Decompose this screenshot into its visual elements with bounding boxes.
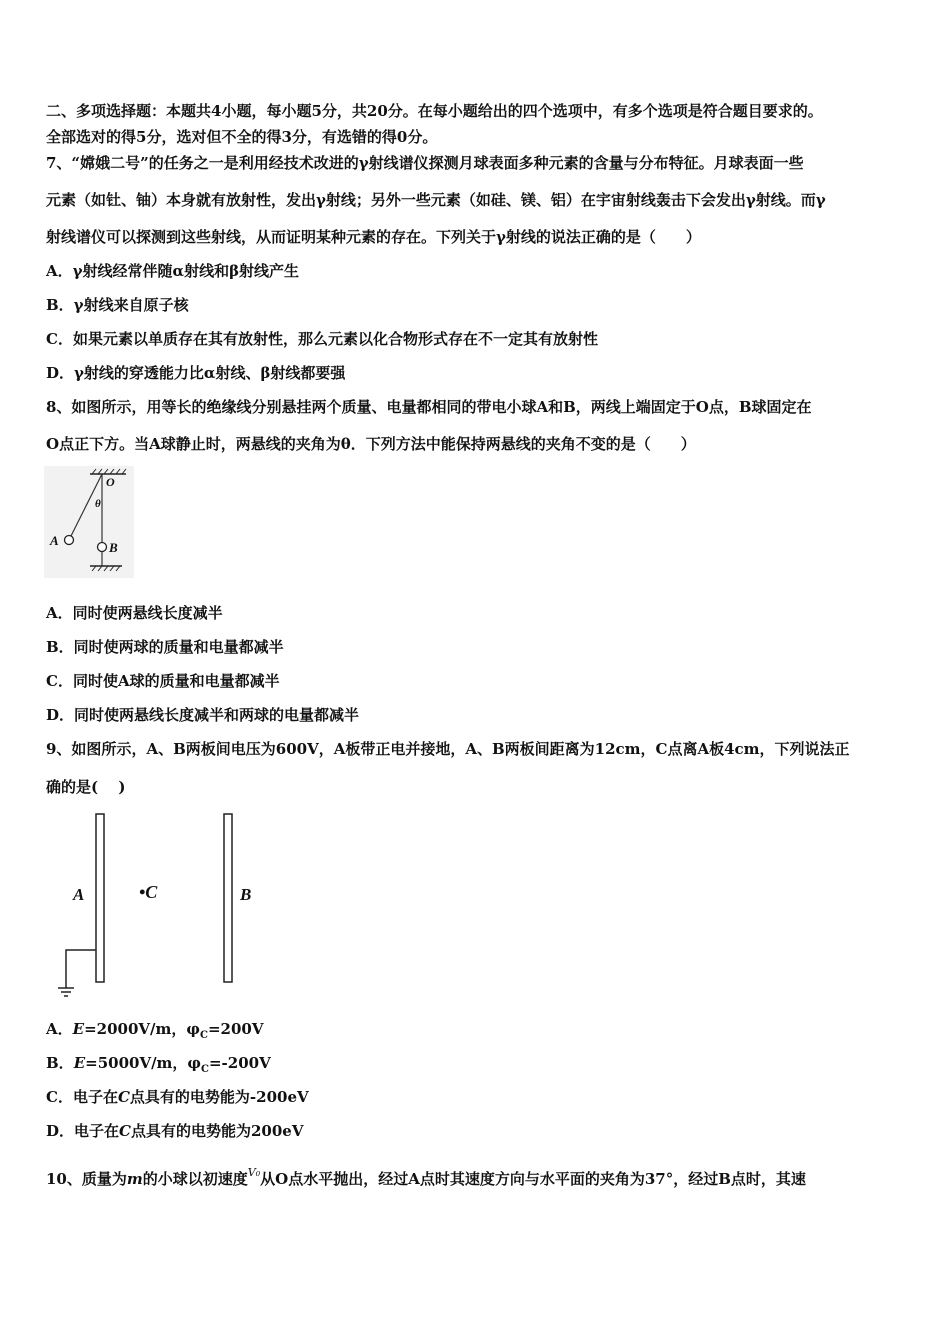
q7-stem-line-1: 7、“嫦娥二号”的任务之一是利用经技术改进的γ射线谱仪探测月球表面多种元素的含量与分布特征。月球表面一些 (46, 154, 804, 172)
q8-pendulum-figure (44, 466, 134, 578)
label-plate-b: B (240, 885, 252, 904)
option-d-prefix: D．电子在 (46, 1122, 120, 1140)
q7-stem-line-2: 元素（如钍、铀）本身就有放射性，发出γ射线；另外一些元素（如硅、镁、铝）在宇宙射线轰击下会发出γ射线。而γ (46, 191, 826, 209)
section-title-line-2: 全部选对的得5分，选对但不全的得3分，有选错的得0分。 (46, 128, 438, 146)
q9-capacitor-figure (44, 810, 274, 1006)
option-d-symbol-c: C (119, 1122, 131, 1140)
option-b-potential: =-200V (208, 1054, 271, 1072)
q7-option-a[interactable]: A．γ射线经常伴随α射线和β射线产生 (46, 262, 300, 280)
option-a-prefix: A． (46, 1020, 73, 1038)
q8-option-b[interactable]: B．同时使两球的质量和电量都减半 (46, 638, 284, 656)
q10-symbol-m: m (126, 1170, 143, 1188)
option-c-symbol-c: C (117, 1088, 130, 1106)
option-a-potential: =200V (207, 1020, 264, 1038)
label-a: A (50, 533, 59, 548)
option-b-symbol-e: E (73, 1054, 86, 1072)
option-b-prefix: B． (46, 1054, 74, 1072)
label-point-c: •C (139, 882, 158, 902)
ball-b (98, 543, 107, 552)
q10-symbol-v0: V₀ (247, 1166, 261, 1179)
q8-stem-line-2: O点正下方。当A球静止时，两悬线的夹角为θ．下列方法中能保持两悬线的夹角不变的是（ ） (46, 435, 696, 453)
option-c-prefix: C．电子在 (46, 1088, 118, 1106)
option-a-symbol-e: E (72, 1020, 85, 1038)
option-d-text: 点具有的电势能为200eV (130, 1122, 304, 1140)
option-a-subscript: C (199, 1030, 208, 1041)
q9-option-a[interactable] (46, 1019, 263, 1046)
section-title-line-1: 二、多项选择题：本题共4小题，每小题5分，共20分。在每小题给出的四个选项中，有多个选项是符合题目要求的。 (46, 102, 823, 120)
option-c-text: 点具有的电势能为-200eV (129, 1088, 309, 1106)
q9-option-d[interactable] (46, 1121, 303, 1141)
q10-prefix: 10、质量为 (46, 1170, 127, 1188)
q9-option-c[interactable] (46, 1087, 309, 1107)
q8-option-a[interactable]: A．同时使两悬线长度减半 (46, 604, 223, 622)
q9-stem-line-1: 9、如图所示，A、B两板间电压为600V，A板带正电并接地，A、B两板间距离为12cm，C点离A板4cm，下列说法正 (46, 740, 850, 758)
q10-end: 从O点水平抛出，经过A点时其速度方向与水平面的夹角为37°，经过B点时，其速 (260, 1170, 806, 1188)
q10-stem-line-1 (46, 1166, 806, 1191)
option-b-subscript: C (201, 1064, 209, 1075)
option-b-value: =5000V/m，φ (85, 1054, 202, 1072)
q7-stem-line-3: 射线谱仪可以探测到这些射线，从而证明某种元素的存在。下列关于γ射线的说法正确的是（ ） (46, 228, 701, 246)
label-o: O (106, 475, 115, 489)
ground-icon (58, 988, 74, 996)
q10-mid: 的小球以初速度 (142, 1170, 248, 1188)
q8-option-c[interactable]: C．同时使A球的质量和电量都减半 (46, 672, 280, 690)
plate-b (224, 814, 232, 982)
figure-background (44, 466, 134, 578)
q7-option-b[interactable]: B．γ射线来自原子核 (46, 296, 189, 314)
q8-stem-line-1: 8、如图所示，用等长的绝缘线分别悬挂两个质量、电量都相同的带电小球A和B，两线上端固定于O点，B球固定在 (46, 398, 812, 416)
ground-wire (66, 950, 96, 988)
label-theta: θ (95, 498, 101, 510)
q9-stem-line-2: 确的是( ) (46, 778, 126, 796)
plate-a (96, 814, 104, 982)
ball-a (65, 536, 74, 545)
q8-option-d[interactable]: D．同时使两悬线长度减半和两球的电量都减半 (46, 706, 360, 724)
q7-option-d[interactable]: D．γ射线的穿透能力比α射线、β射线都要强 (46, 364, 346, 382)
label-plate-a: A (73, 885, 85, 904)
q7-option-c[interactable]: C．如果元素以单质存在其有放射性，那么元素以化合物形式存在不一定其有放射性 (46, 330, 598, 348)
q9-option-b[interactable] (46, 1053, 271, 1080)
option-a-value: =2000V/m，φ (84, 1020, 200, 1038)
label-b: B (109, 540, 118, 555)
